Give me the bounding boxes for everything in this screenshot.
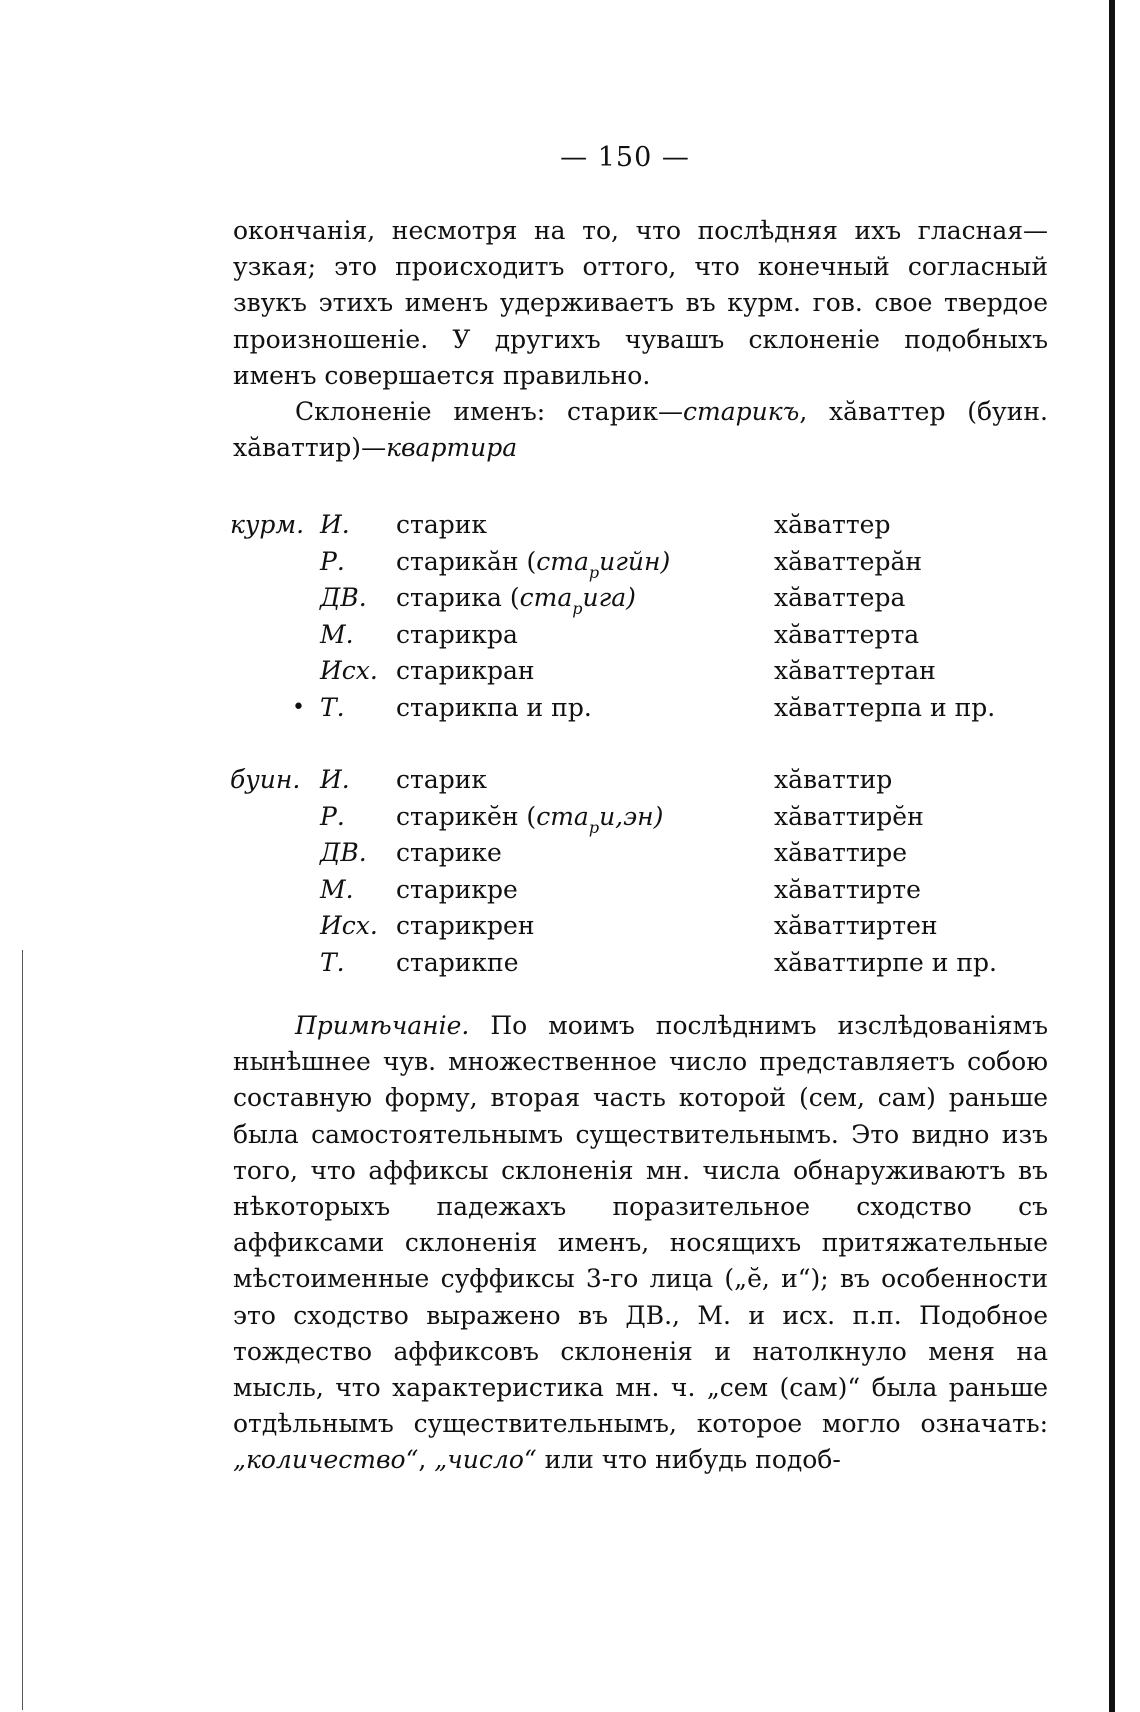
- case-label: М.: [320, 619, 354, 649]
- table-row: [0, 620, 1140, 657]
- word-form-2: хăваттире: [774, 838, 908, 867]
- word-form: старика (ста$_р$ига): [396, 583, 636, 618]
- dialect-label: курм.: [230, 510, 305, 539]
- case-label: ДВ.: [320, 583, 367, 612]
- paragraph-1: окончанія, несмотря на то, что послѣдняя ихъ гласная—узкая; это происходитъ оттого, что конечный согласный звукъ этихъ именъ удерживаетъ въ курм. гов. свое твердое произношеніе. У другихъ чувашъ склоненіе подобныхъ именъ совершается правильно.: [233, 216, 1048, 390]
- note-ending: или что нибудь подоб-: [536, 1445, 841, 1475]
- dialect-label: буин.: [230, 765, 301, 794]
- word-form: старикпа и пр.: [396, 692, 592, 722]
- page-margin-rule: [22, 950, 23, 1710]
- bullet-mark: •: [292, 694, 305, 720]
- word-form-2: хăваттер: [774, 510, 891, 539]
- case-label: Т.: [320, 692, 345, 722]
- word-form-2: хăваттерпа и пр.: [774, 692, 996, 722]
- word-form: старикра: [396, 619, 518, 649]
- word-form: старик: [396, 510, 488, 539]
- case-label: Р.: [320, 801, 345, 831]
- table-row: [0, 838, 1140, 875]
- word-form: старикăн (ста$_р$игйн): [396, 546, 671, 582]
- declension-intro: Склоненіе именъ: старик—: [295, 397, 684, 426]
- paragraph-2: [233, 394, 1048, 466]
- word-form: старикĕн (ста$_р$и,эн): [396, 801, 664, 837]
- note-quote-quantity: „количество“: [233, 1445, 419, 1475]
- word-form: старикран: [396, 656, 535, 685]
- word-form: старикре: [396, 874, 518, 904]
- case-label: И.: [320, 765, 350, 794]
- word-form-2: хăваттерăн: [774, 546, 923, 576]
- word-form-2: хăваттера: [774, 583, 906, 612]
- word-form-2: хăваттирĕн: [774, 801, 924, 831]
- page-number: — 150 —: [560, 142, 690, 173]
- table-row: [0, 547, 1140, 584]
- gloss-starik: старикъ: [683, 397, 800, 426]
- note-label: Примѣчаніе.: [295, 1011, 470, 1040]
- table-row: [0, 948, 1140, 985]
- word-form-2: хăваттертан: [774, 656, 936, 685]
- case-label: ДВ.: [320, 838, 367, 867]
- table-row: [0, 802, 1140, 839]
- table-row: [0, 510, 1140, 547]
- note-text: По моимъ послѣднимъ изслѣдованіямъ нынѣшнее чув. множественное число представляетъ собою составную форму, вторая часть которой (сем, сам) раньше была самостоятельнымъ существительнымъ. Это видно изъ того, что аффиксы склоненія мн. числа обнаруживаютъ въ нѣкоторыхъ падежахъ поразительное сходство съ аффиксами склоненія именъ, носящихъ притяжательные мѣстоименные суффиксы 3-го лица („ĕ, и“); въ особенности это сходство выражено въ ДВ., М. и исх. п.п. Подобное тождество аффиксовъ склоненія и натолкнуло меня на мысль, что характеристика мн. ч. „сем (сам)“ была раньше отдѣльнымъ существительнымъ, которое могло означать:: [233, 1011, 1048, 1439]
- word-form: старикпе: [396, 947, 519, 977]
- case-label: М.: [320, 874, 354, 904]
- gloss-kvartira: квартира: [386, 433, 518, 463]
- case-label: Исх.: [320, 656, 378, 685]
- table-row: [0, 656, 1140, 693]
- declension-table-kurm: [0, 510, 1140, 729]
- table-row: [0, 583, 1140, 620]
- word-form-2: хăваттир: [774, 765, 893, 794]
- word-form-2: хăваттирпе и пр.: [774, 947, 997, 977]
- case-label: Т.: [320, 947, 345, 977]
- case-label: И.: [320, 510, 350, 539]
- word-form-2: хăваттиртен: [774, 911, 938, 940]
- word-form: старике: [396, 838, 502, 867]
- table-row: [0, 875, 1140, 912]
- table-row: [0, 765, 1140, 802]
- note-separator: ,: [418, 1445, 435, 1475]
- word-form-2: хăваттерта: [774, 619, 920, 649]
- word-form: старик: [396, 765, 488, 794]
- note-quote-number: „число“: [434, 1445, 537, 1475]
- table-row: [0, 693, 1140, 730]
- word-form-2: хăваттирте: [774, 874, 921, 904]
- declension-table-buin: [0, 765, 1140, 984]
- case-label: Исх.: [320, 911, 378, 940]
- word-form: старикрен: [396, 911, 535, 940]
- declension-intro-mid: , хăваттер (буин. хăваттир)—: [233, 397, 1048, 463]
- case-label: Р.: [320, 546, 345, 576]
- table-row: [0, 911, 1140, 948]
- note-paragraph: [233, 1008, 1048, 1479]
